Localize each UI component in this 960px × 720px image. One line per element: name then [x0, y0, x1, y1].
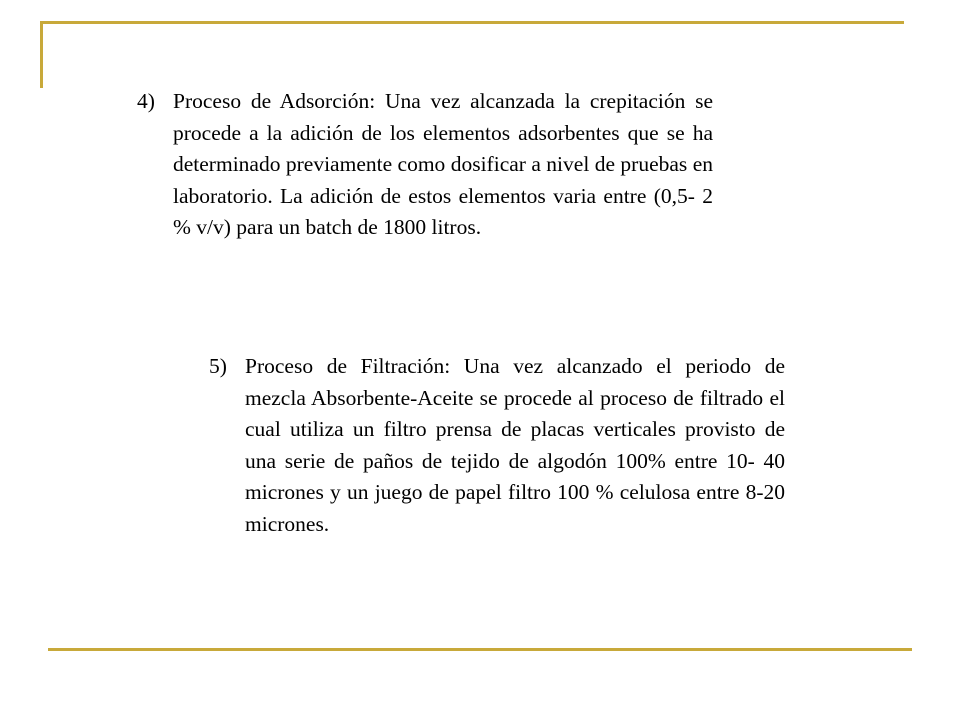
left-decorative-rule [40, 21, 43, 88]
list-item-number: 4) [137, 89, 155, 113]
list-item-text: Proceso de Adsorción: Una vez alcanzada la crepitación se procede a la adición de los elementos adsorbentes que se ha determinado previamente como dosificar a nivel de pruebas en laboratorio. La adición de estos elementos varia entre (0,5- 2 % v/v) para un batch de 1800 litros. [173, 89, 713, 240]
top-decorative-rule [40, 21, 904, 24]
bottom-decorative-rule [48, 648, 912, 651]
list-item-number: 5) [209, 354, 227, 378]
list-item-adsorption [137, 86, 713, 244]
list-item-filtration [209, 351, 785, 541]
list-item-text: Proceso de Filtración: Una vez alcanzado el periodo de mezcla Absorbente-Aceite se procede al proceso de filtrado el cual utiliza un filtro prensa de placas verticales provisto de una serie de paños de tejido de algodón 100% entre 10- 40 micrones y un juego de papel filtro 100 % celulosa entre 8-20 micrones. [245, 354, 785, 536]
